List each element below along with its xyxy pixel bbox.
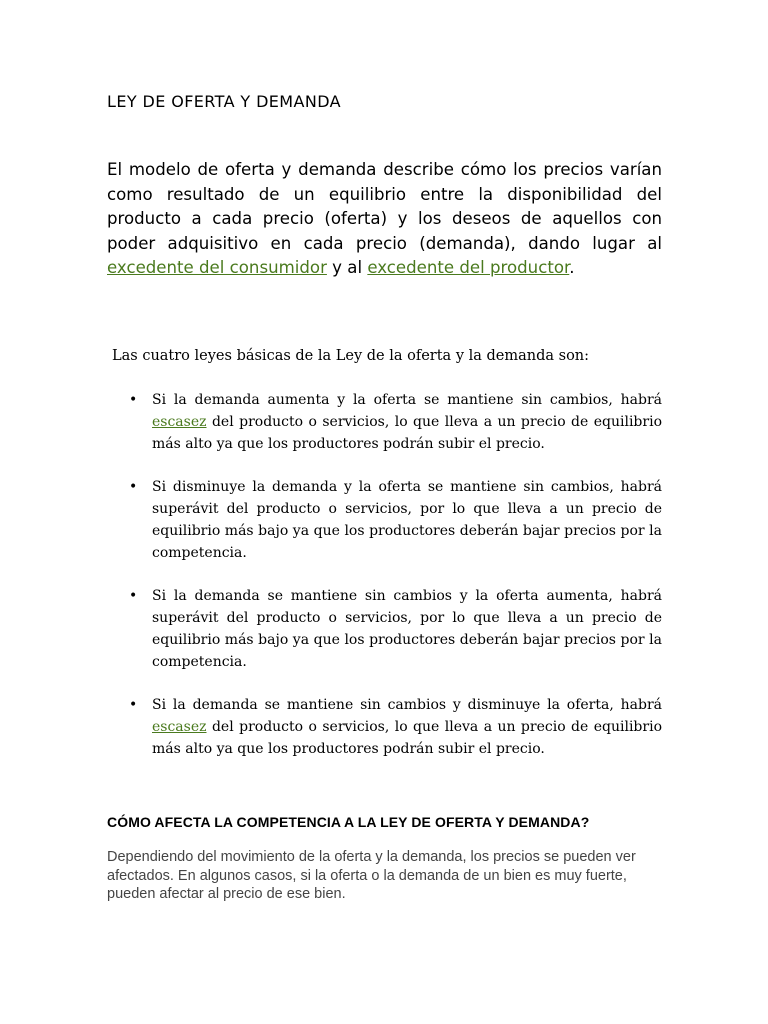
bullet-icon: • bbox=[129, 392, 138, 408]
bullet-icon: • bbox=[129, 479, 138, 495]
law-text-end: del producto o servicios, lo que lleva a un precio de equilibrio más alto ya que los productores podrán subir el precio. bbox=[152, 414, 662, 452]
consumer-surplus-link[interactable]: excedente del consumidor bbox=[107, 258, 327, 277]
producer-surplus-link[interactable]: excedente del productor bbox=[367, 258, 570, 277]
laws-intro: Las cuatro leyes básicas de la Ley de la oferta y la demanda son: bbox=[112, 348, 590, 364]
law-text: Si la demanda se mantiene sin cambios y disminuye la oferta, habrá bbox=[152, 697, 662, 713]
bullet-icon: • bbox=[129, 697, 138, 713]
scarcity-link[interactable]: escasez bbox=[152, 719, 207, 735]
law-item-1 bbox=[129, 389, 662, 455]
laws-list bbox=[129, 389, 662, 781]
law-text-end: del producto o servicios, lo que lleva a un precio de equilibrio más alto ya que los productores podrán subir el precio. bbox=[152, 719, 662, 757]
intro-paragraph bbox=[107, 158, 662, 281]
law-text: Si la demanda se mantiene sin cambios y la oferta aumenta, habrá superávit del producto o servicios, por lo que lleva a un precio de equilibrio más bajo ya que los productores deberán bajar precios por la competencia. bbox=[152, 588, 662, 670]
law-text: Si la demanda aumenta y la oferta se mantiene sin cambios, habrá bbox=[152, 392, 662, 408]
intro-text-middle: y al bbox=[326, 258, 368, 277]
competition-section-body: Dependiendo del movimiento de la oferta y la demanda, los precios se pueden ver afectados. En algunos casos, si la oferta o la demanda de un bien es muy fuerte, pueden afectar al precio de ese bien. bbox=[107, 849, 636, 902]
law-item-4 bbox=[129, 694, 662, 760]
intro-text-start: El modelo de oferta y demanda describe cómo los precios varían como resultado de un equilibrio entre la disponibilidad del producto a cada precio (oferta) y los deseos de aquellos con poder adquisitivo en cada precio (demanda), dando lugar al bbox=[107, 160, 662, 253]
competition-section-heading: CÓMO AFECTA LA COMPETENCIA A LA LEY DE OFERTA Y DEMANDA? bbox=[107, 814, 590, 830]
bullet-icon: • bbox=[129, 588, 138, 604]
law-text: Si disminuye la demanda y la oferta se mantiene sin cambios, habrá superávit del producto o servicios, por lo que lleva a un precio de equilibrio más bajo ya que los productores deberán bajar precios por la competencia. bbox=[152, 479, 662, 561]
intro-text-end: . bbox=[569, 258, 575, 277]
law-item-3 bbox=[129, 585, 662, 673]
document-title: LEY DE OFERTA Y DEMANDA bbox=[107, 92, 342, 111]
scarcity-link[interactable]: escasez bbox=[152, 414, 207, 430]
law-item-2 bbox=[129, 476, 662, 564]
